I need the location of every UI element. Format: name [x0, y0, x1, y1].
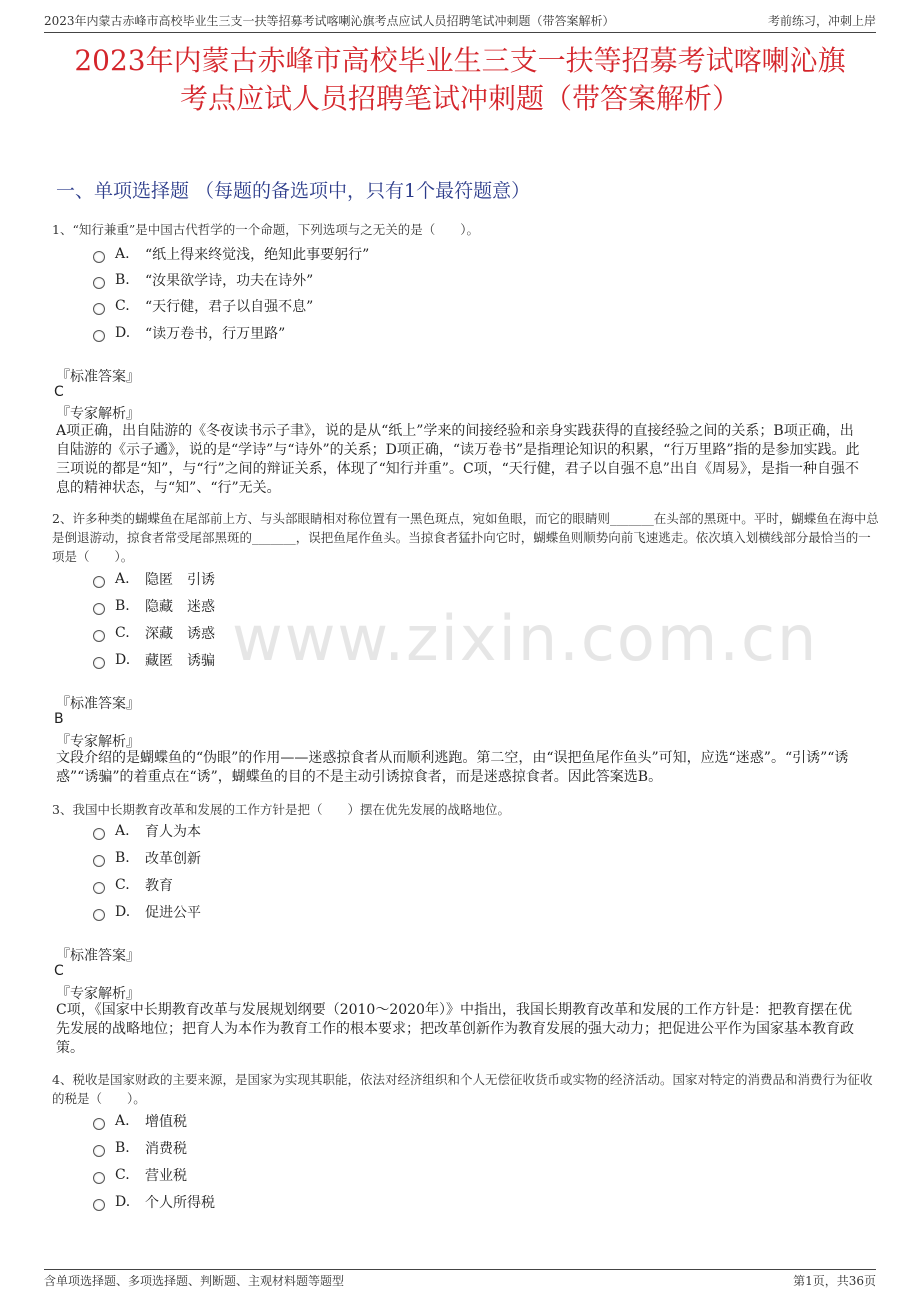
- option-letter: C.: [115, 877, 130, 893]
- option-text: “天行健，君子以自强不息”: [145, 299, 314, 315]
- option-text: 隐匿 引诱: [145, 572, 215, 588]
- radio-icon[interactable]: [93, 1145, 105, 1157]
- radio-icon[interactable]: [93, 576, 105, 588]
- radio-icon[interactable]: [93, 303, 105, 315]
- option-text: “读万卷书，行万里路”: [145, 326, 286, 342]
- question-2-stem: 2、许多种类的蝴蝶鱼在尾部前上方、与头部眼睛相对称位置有一黑色斑点，宛如鱼眼，而它的眼睛则_______在头部的黑斑中。平时，蝴蝶鱼在海中总是倒退游动，掠食者常受尾部黑斑的_______，误把鱼尾作鱼头。当掠食者猛扑向它时，蝴蝶鱼则顺势向前飞速逃走。依次填入划横线部分最恰当的一项是（ ）。: [52, 511, 879, 564]
- analysis-label: 『专家解析』: [56, 986, 140, 1002]
- header-doc-title: 2023年内蒙古赤峰市高校毕业生三支一扶等招募考试喀喇沁旗考点应试人员招聘笔试冲刺题（带答案解析）: [44, 14, 615, 28]
- option-letter: C.: [115, 298, 130, 314]
- title-line-2: 考点应试人员招聘笔试冲刺题（带答案解析）: [179, 82, 740, 115]
- option-text: 藏匿 诱骗: [145, 653, 215, 669]
- page-header: [44, 0, 876, 33]
- option-letter: D.: [115, 325, 131, 341]
- page-number: 第1页，共36页: [793, 1274, 876, 1288]
- header-slogan: 考前练习，冲刺上岸: [767, 14, 876, 28]
- question-1-answer: C: [54, 384, 64, 400]
- option-text: 营业税: [145, 1168, 187, 1184]
- radio-icon[interactable]: [93, 603, 105, 615]
- question-2-option-b[interactable]: [93, 596, 215, 616]
- question-2-analysis: 文段介绍的是蝴蝶鱼的“伪眼”的作用——迷惑掠食者从而顺利逃跑。第二空，由“误把鱼尾作鱼头”可知，应选“迷惑”。“引诱”“诱惑”“诱骗”的着重点在“诱”，蝴蝶鱼的目的不是主动引诱掠食者，而是迷惑掠食者。因此答案选B。: [56, 750, 849, 785]
- radio-icon[interactable]: [93, 909, 105, 921]
- answer-label: 『标准答案』: [56, 696, 140, 712]
- question-4-option-c[interactable]: [93, 1165, 187, 1185]
- option-letter: C.: [115, 625, 130, 641]
- option-text: 促进公平: [145, 905, 201, 921]
- radio-icon[interactable]: [93, 657, 105, 669]
- option-letter: A.: [115, 246, 130, 262]
- question-1-stem: 1、“知行兼重”是中国古代哲学的一个命题，下列选项与之无关的是（ ）。: [52, 222, 479, 237]
- option-text: 改革创新: [145, 851, 201, 867]
- footer-note: 含单项选择题、多项选择题、判断题、主观材料题等题型: [44, 1274, 345, 1288]
- option-letter: A.: [115, 1113, 130, 1129]
- analysis-label: 『专家解析』: [56, 406, 140, 422]
- radio-icon[interactable]: [93, 251, 105, 263]
- radio-icon[interactable]: [93, 882, 105, 894]
- option-text: 增值税: [145, 1114, 187, 1130]
- title-line-1: 2023年内蒙古赤峰市高校毕业生三支一扶等招募考试喀喇沁旗: [74, 44, 846, 77]
- question-2-option-a[interactable]: [93, 569, 215, 589]
- question-3-option-d[interactable]: [93, 902, 201, 922]
- radio-icon[interactable]: [93, 1199, 105, 1211]
- question-1-analysis: A项正确，出自陆游的《冬夜读书示子聿》，说的是从“纸上”学来的间接经验和亲身实践获得的直接经验之间的关系；B项正确，出自陆游的《示子遹》，说的是“学诗”与“诗外”的关系；D项正确，“读万卷书”是指理论知识的积累，“行万里路”指的是参加实践。此三项说的都是“知”，与“行”之间的辩证关系，体现了“知行并重”。C项，“天行健，君子以自强不息”出自《周易》，是指一种自强不息的精神状态，与“知”、“行”无关。: [56, 423, 860, 496]
- option-letter: D.: [115, 652, 131, 668]
- option-text: 个人所得税: [145, 1195, 215, 1211]
- page-footer: [44, 1269, 876, 1286]
- document-title: [40, 42, 880, 118]
- option-text: “汝果欲学诗，功夫在诗外”: [145, 273, 314, 289]
- radio-icon[interactable]: [93, 1118, 105, 1130]
- option-letter: A.: [115, 571, 130, 587]
- option-letter: B.: [115, 598, 130, 614]
- question-4-option-a[interactable]: [93, 1111, 187, 1131]
- question-4-option-b[interactable]: [93, 1138, 187, 1158]
- question-4-option-d[interactable]: [93, 1192, 215, 1212]
- radio-icon[interactable]: [93, 828, 105, 840]
- question-3-option-c[interactable]: [93, 875, 173, 895]
- question-3-option-a[interactable]: [93, 821, 201, 841]
- answer-label: 『标准答案』: [56, 948, 140, 964]
- answer-label: 『标准答案』: [56, 369, 140, 385]
- question-1-option-a[interactable]: [93, 244, 369, 264]
- option-letter: B.: [115, 1140, 130, 1156]
- option-letter: C.: [115, 1167, 130, 1183]
- section-heading: 一、单项选择题 （每题的备选项中，只有1个最符题意）: [56, 180, 531, 202]
- question-2-answer: B: [54, 711, 64, 727]
- option-text: 深藏 诱惑: [145, 626, 215, 642]
- radio-icon[interactable]: [93, 277, 105, 289]
- radio-icon[interactable]: [93, 855, 105, 867]
- option-letter: D.: [115, 904, 131, 920]
- watermark: www.zixin.com.cn: [232, 602, 819, 675]
- option-text: 消费税: [145, 1141, 187, 1157]
- option-letter: A.: [115, 823, 130, 839]
- question-3-answer: C: [54, 963, 64, 979]
- radio-icon[interactable]: [93, 630, 105, 642]
- radio-icon[interactable]: [93, 330, 105, 342]
- radio-icon[interactable]: [93, 1172, 105, 1184]
- option-text: 育人为本: [145, 824, 201, 840]
- question-3-option-b[interactable]: [93, 848, 201, 868]
- question-1-option-d[interactable]: [93, 323, 285, 343]
- option-letter: B.: [115, 850, 130, 866]
- option-text: 隐藏 迷惑: [145, 599, 215, 615]
- option-text: “纸上得来终觉浅，绝知此事要躬行”: [145, 247, 370, 263]
- question-4-stem: 4、税收是国家财政的主要来源，是国家为实现其职能，依法对经济组织和个人无偿征收货币或实物的经济活动。国家对特定的消费品和消费行为征收的税是（ ）。: [52, 1072, 873, 1106]
- question-3-stem: 3、我国中长期教育改革和发展的工作方针是把（ ）摆在优先发展的战略地位。: [52, 802, 510, 817]
- analysis-label: 『专家解析』: [56, 734, 140, 750]
- question-1-option-c[interactable]: [93, 296, 313, 316]
- question-2-option-d[interactable]: [93, 650, 215, 670]
- option-letter: B.: [115, 272, 130, 288]
- question-3-analysis: C项，《国家中长期教育改革与发展规划纲要（2010～2020年）》中指出，我国长期教育改革和发展的工作方针是：把教育摆在优先发展的战略地位；把育人为本作为教育工作的根本要求；把改革创新作为教育发展的强大动力；把促进公平作为国家基本教育政策。: [56, 1002, 854, 1056]
- question-2-option-c[interactable]: [93, 623, 215, 643]
- option-text: 教育: [145, 878, 173, 894]
- question-1-option-b[interactable]: [93, 270, 313, 290]
- option-letter: D.: [115, 1194, 131, 1210]
